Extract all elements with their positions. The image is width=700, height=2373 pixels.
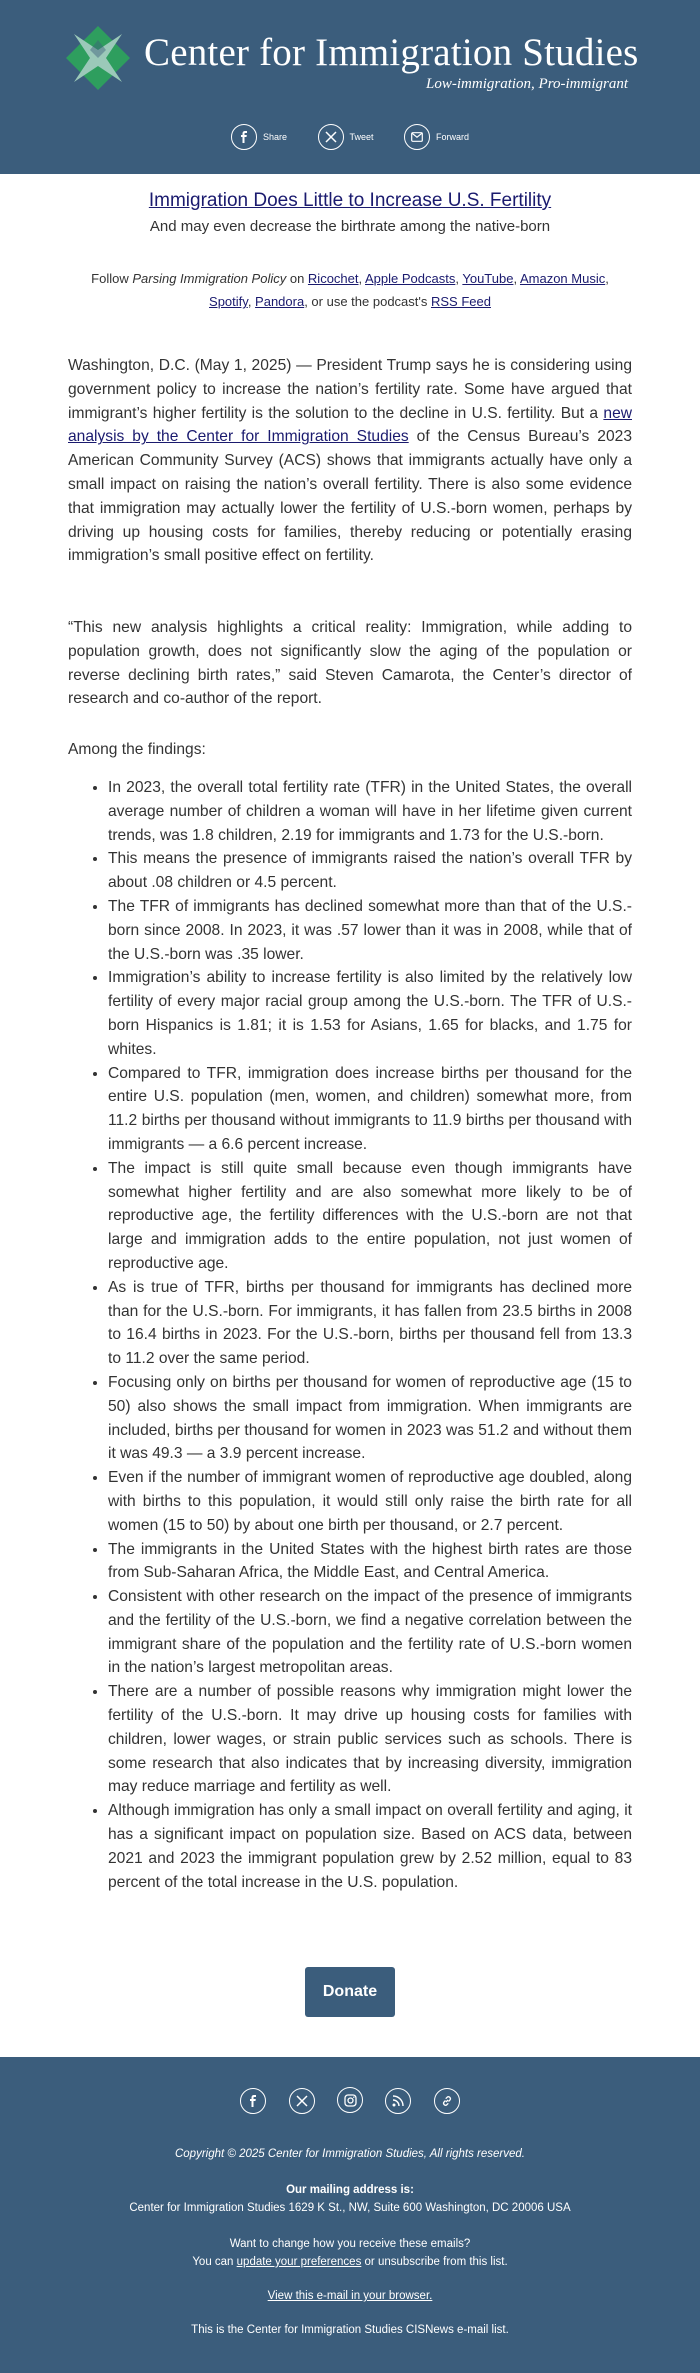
- share-label: Share: [263, 132, 288, 142]
- view-in-browser-link[interactable]: View this e-mail in your browser.: [267, 2290, 433, 2302]
- amazon-music-link[interactable]: Amazon Music: [519, 271, 606, 286]
- x-icon: [318, 124, 344, 150]
- logo[interactable]: [66, 26, 639, 96]
- spotify-link[interactable]: Spotify: [209, 294, 248, 309]
- facebook-icon[interactable]: [240, 2088, 266, 2114]
- tweet-label: Tweet: [349, 132, 374, 142]
- apple-podcasts-link[interactable]: Apple Podcasts: [365, 271, 456, 286]
- link-icon[interactable]: [434, 2088, 460, 2114]
- finding-item: • The immigrants in the United States with the highest birth rates are those from Sub-Saharan Africa, the Middle East, and Central America.: [108, 1538, 632, 1586]
- finding-item: • Consistent with other research on the impact of the presence of immigrants and the fertility of the U.S.-born, we find a negative correlation between the immigrant share of the population and the fertility rate of U.S.-born women in the nation’s largest metropolitan areas.: [108, 1585, 632, 1680]
- intro-text-start: Washington, D.C. (May 1, 2025) — President Trump says he is considering using government policy to increase the nation’s fertility rate. Some have argued that immigrant’s higher fertility is the solution to the decline in U.S. fertility. But a: [68, 357, 632, 422]
- tweet-button[interactable]: [318, 124, 374, 150]
- follow-prefix: Follow: [91, 271, 133, 286]
- mailing-address: Center for Immigration Studies 1629 K St., NW, Suite 600 Washington, DC 20006 USA: [129, 2202, 571, 2214]
- finding-item: • In 2023, the overall total fertility rate (TFR) in the United States, the overall average number of children a woman will have in her lifetime given current trends, was 1.8 children, 2.19 for immigrants and 1.73 for the U.S.-born.: [108, 776, 632, 847]
- finding-item: • There are a number of possible reasons why immigration might lower the fertility of the U.S.-born. It may drive up housing costs for families with children, lower wages, or strain public services such as schools. There is some research that also indicates that by increasing diversity, immigration may reduce marriage and fertility as well.: [108, 1680, 632, 1799]
- pandora-link[interactable]: Pandora: [255, 294, 305, 309]
- finding-item: • Although immigration has only a small impact on overall fertility and aging, it has a significant impact on population size. Based on ACS data, between 2021 and 2023 the immigrant population grew by 2.52 million, equal to 83 percent of the total increase in the U.S. population.: [108, 1799, 632, 1894]
- finding-item: • Focusing only on births per thousand for women of reproductive age (15 to 50) also shows the small impact from immigration. When immigrants are included, births per thousand for women in 2023 was 51.2 and without them it was 49.3 — a 3.9 percent increase.: [108, 1371, 632, 1466]
- email-header: [0, 0, 700, 174]
- finding-item: • This means the presence of immigrants raised the nation’s overall TFR by about .08 children or 4.5 percent.: [108, 847, 632, 895]
- forward-label: Forward: [435, 132, 469, 142]
- follow-on: on: [286, 271, 308, 286]
- copyright: Copyright © 2025 Center for Immigration Studies, All rights reserved.: [174, 2148, 525, 2160]
- mailing-title: Our mailing address is:: [286, 2184, 414, 2196]
- donate-button[interactable]: Donate: [305, 1967, 395, 2017]
- follow-suffix: , or use the podcast's: [304, 294, 431, 309]
- org-name: Center for Immigration Studies: [144, 31, 639, 74]
- prefs-prefix: You can: [192, 2256, 237, 2268]
- findings-intro: Among the findings:: [68, 741, 206, 758]
- share-facebook-button[interactable]: [231, 124, 287, 150]
- share-bar: [0, 124, 700, 150]
- update-preferences-link[interactable]: update your preferences: [236, 2256, 362, 2268]
- tagline: Low-immigration, Pro-immigrant: [426, 76, 628, 92]
- analysis-link[interactable]: new analysis by the Center for Immigration Studies: [68, 404, 632, 446]
- rss-icon[interactable]: [385, 2088, 411, 2114]
- mail-icon: [404, 124, 430, 150]
- ricochet-link[interactable]: Ricochet: [307, 271, 359, 286]
- list-note: This is the Center for Immigration Studies CISNews e-mail list.: [191, 2324, 509, 2336]
- finding-item: • As is true of TFR, births per thousand for immigrants has declined more than for the U.S.-born. For immigrants, it has fallen from 23.5 births in 2008 to 16.4 births in 2023. For the U.S.-born, births per thousand fell from 13.3 to 11.2 over the same period.: [108, 1276, 632, 1371]
- podcast-name: Parsing Immigration Policy: [132, 271, 287, 286]
- finding-item: • Even if the number of immigrant women of reproductive age doubled, along with births to this population, it would still only raise the birth rate for all women (15 to 50) by about one birth per thousand, or 2.7 percent.: [108, 1466, 632, 1537]
- youtube-link[interactable]: YouTube: [462, 271, 514, 286]
- x-icon[interactable]: [289, 2088, 315, 2114]
- finding-item: • The impact is still quite small because even though immigrants have somewhat higher fertility and are also somewhat more likely to be of reproductive age, the fertility differences with the U.S.-born are not that large and immigration adds to the entire population, not just women of reproductive age.: [108, 1157, 632, 1276]
- email-footer: [0, 2057, 700, 2373]
- findings-list: [68, 776, 632, 1894]
- finding-item: • Compared to TFR, immigration does increase births per thousand for the entire U.S. population (men, women, and children) somewhat more, from 11.2 births per thousand without immigrants to 11.9 births per thousand with immigrants — a 6.6 percent increase.: [108, 1062, 632, 1157]
- social-links: [0, 2087, 700, 2114]
- finding-item: • The TFR of immigrants has declined somewhat more than that of the U.S.-born since 2008. In 2023, it was .57 lower than it was in 2008, while that of the U.S.-born was .35 lower.: [108, 895, 632, 966]
- instagram-icon[interactable]: [337, 2087, 363, 2113]
- forward-button[interactable]: [404, 124, 469, 150]
- intro-text-end: of the Census Bureau’s 2023 American Community Survey (ACS) shows that immigrants actually have only a small impact on raising the nation’s overall fertility. There is also some evidence that immigration may actually lower the fertility of U.S.-born women, perhaps by driving up housing costs for families, thereby reducing or potentially erasing immigration’s small positive effect on fertility.: [68, 428, 632, 565]
- change-question: Want to change how you receive these emails?: [229, 2238, 471, 2250]
- prefs-suffix: or unsubscribe from this list.: [361, 2256, 508, 2268]
- preferences-line: [0, 2253, 700, 2271]
- article-headline[interactable]: Immigration Does Little to Increase U.S. Fertility: [148, 190, 552, 211]
- view-in-browser-line: [0, 2287, 700, 2305]
- podcast-follow-line: Follow Parsing Immigration Policy on Ricochet, Apple Podcasts, YouTube, Amazon Music, Spotify, Pandora, or use the podcast's RSS Feed: [91, 271, 609, 309]
- article-subheadline: And may even decrease the birthrate among the native-born: [149, 218, 551, 235]
- paragraph-quote: “This new analysis highlights a critical reality: Immigration, while adding to population growth, does not significantly slow the aging of the population or reverse declining birth rates,” said Steven Camarota, the Center’s director of research and co-author of the report.: [68, 619, 632, 708]
- facebook-icon: [231, 124, 257, 150]
- finding-item: • Immigration’s ability to increase fertility is also limited by the relatively low fertility of every major racial group among the U.S.-born. The TFR of U.S.-born Hispanics is 1.81; it is 1.53 for Asians, 1.65 for blacks, and 1.75 for whites.: [108, 966, 632, 1061]
- rss-feed-link[interactable]: RSS Feed: [430, 294, 491, 309]
- paragraph-intro: [68, 354, 632, 568]
- cis-logo-icon: [66, 26, 130, 90]
